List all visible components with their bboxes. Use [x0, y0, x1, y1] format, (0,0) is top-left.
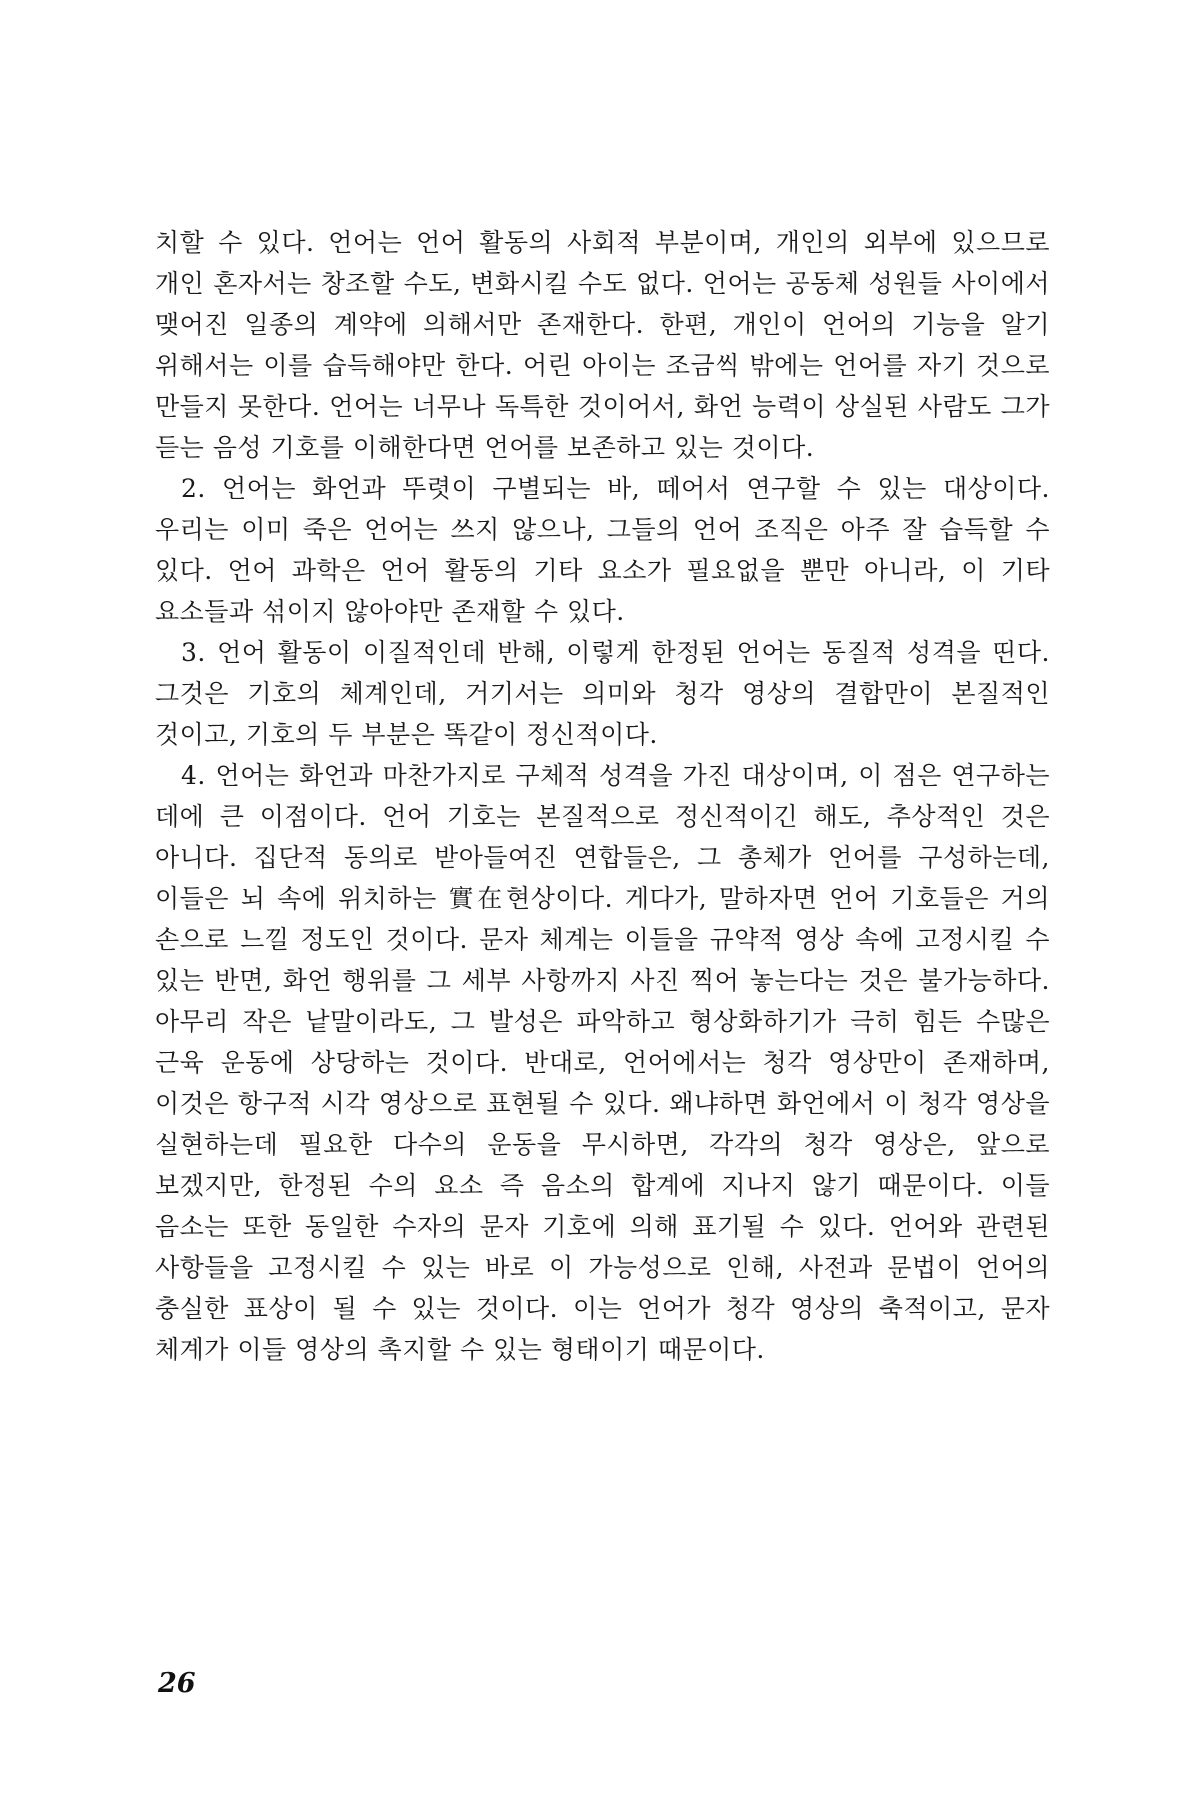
- page-number: 26: [158, 1668, 196, 1699]
- paragraph-continued: 치할 수 있다. 언어는 언어 활동의 사회적 부분이며, 개인의 외부에 있으므로 개인 혼자서는 창조할 수도, 변화시킬 수도 없다. 언어는 공동체 성원들 사이에서 맺어진 일종의 계약에 의해서만 존재한다. 한편, 개인이 언어의 기능을 알기 위해서는 이를 습득해야만 한다. 어린 아이는 조금씩 밖에는 언어를 자기 것으로 만들지 못한다. 언어는 너무나 독특한 것이어서, 화언 능력이 상실된 사람도 그가 듣는 음성 기호를 이해한다면 언어를 보존하고 있는 것이다.: [155, 228, 1050, 462]
- paragraph-point-4: 4. 언어는 화언과 마찬가지로 구체적 성격을 가진 대상이며, 이 점은 연구하는 데에 큰 이점이다. 언어 기호는 본질적으로 정신적이긴 해도, 추상적인 것은 아니다. 집단적 동의로 받아들여진 연합들은, 그 총체가 언어를 구성하는데, 이들은 뇌 속에 위치하는 實在현상이다. 게다가, 말하자면 언어 기호들은 거의 손으로 느낄 정도인 것이다. 문자 체계는 이들을 규약적 영상 속에 고정시킬 수 있는 반면, 화언 행위를 그 세부 사항까지 사진 찍어 놓는다는 것은 불가능하다. 아무리 작은 낱말이라도, 그 발성은 파악하고 형상화하기가 극히 힘든 수많은 근육 운동에 상당하는 것이다. 반대로, 언어에서는 청각 영상만이 존재하며, 이것은 항구적 시각 영상으로 표현될 수 있다. 왜냐하면 화언에서 이 청각 영상을 실현하는데 필요한 다수의 운동을 무시하면, 각각의 청각 영상은, 앞으로 보겠지만, 한정된 수의 요소 즉 음소의 합계에 지나지 않기 때문이다. 이들 음소는 또한 동일한 수자의 문자 기호에 의해 표기될 수 있다. 언어와 관련된 사항들을 고정시킬 수 있는 바로 이 가능성으로 인해, 사전과 문법이 언어의 충실한 표상이 될 수 있는 것이다. 이는 언어가 청각 영상의 축적이고, 문자 체계가 이들 영상의 촉지할 수 있는 형태이기 때문이다.: [155, 761, 1050, 1364]
- paragraph-point-2: 2. 언어는 화언과 뚜렷이 구별되는 바, 떼어서 연구할 수 있는 대상이다. 우리는 이미 죽은 언어는 쓰지 않으나, 그들의 언어 조직은 아주 잘 습득할 수 있다. 언어 과학은 언어 활동의 기타 요소가 필요없을 뿐만 아니라, 이 기타 요소들과 섞이지 않아야만 존재할 수 있다.: [155, 474, 1050, 626]
- body-text: [155, 222, 1050, 1370]
- paragraph-point-3: 3. 언어 활동이 이질적인데 반해, 이렇게 한정된 언어는 동질적 성격을 띤다. 그것은 기호의 체계인데, 거기서는 의미와 청각 영상의 결합만이 본질적인 것이고, 기호의 두 부분은 똑같이 정신적이다.: [155, 638, 1050, 749]
